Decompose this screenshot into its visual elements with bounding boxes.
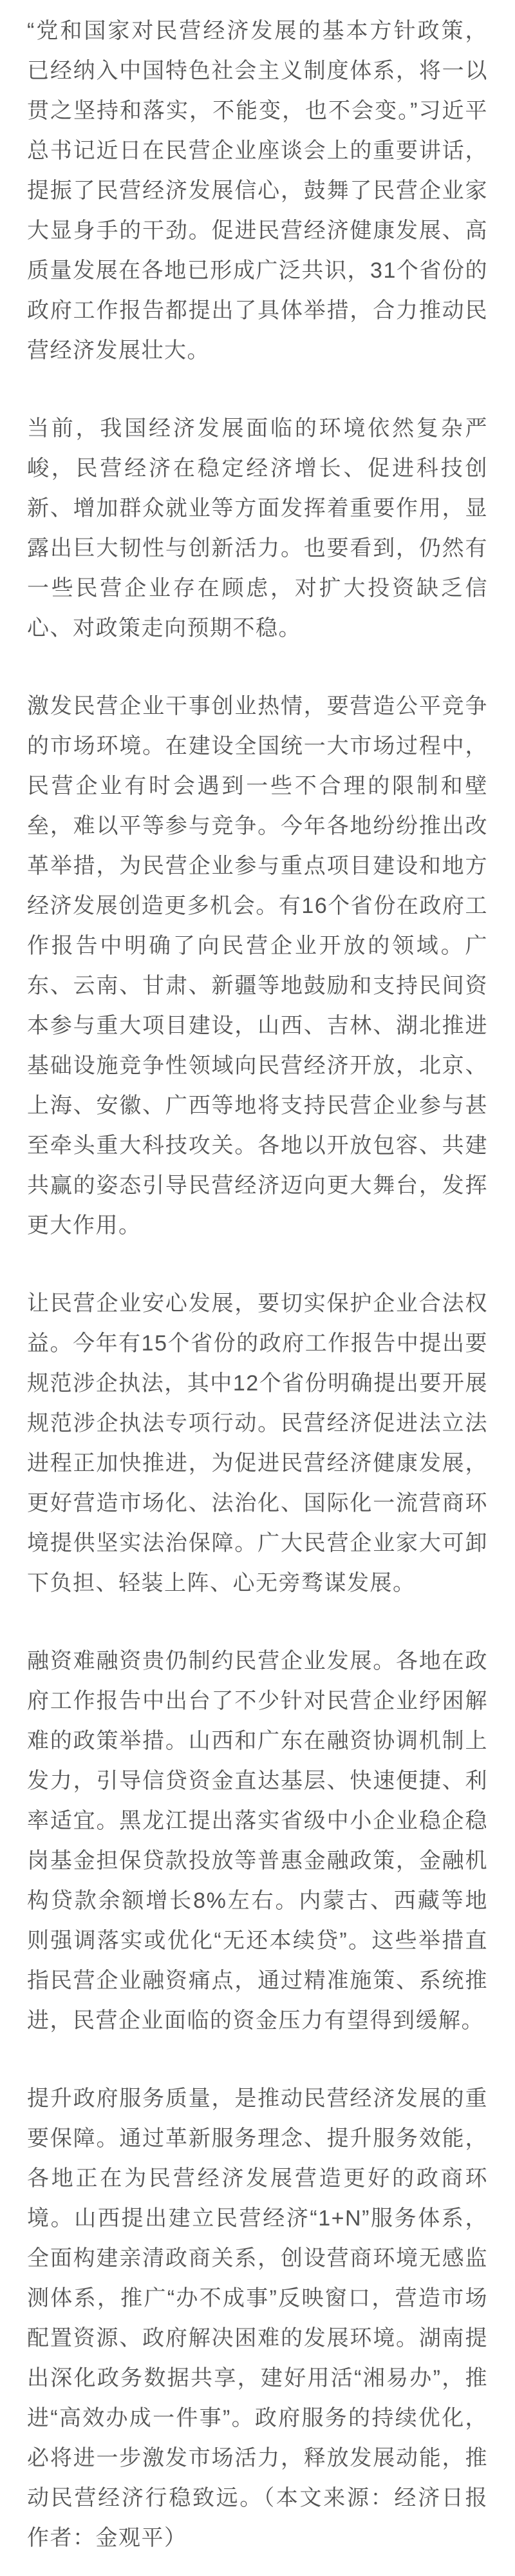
article-paragraph-lead-quote: “党和国家对民营经济发展的基本方针政策，已经纳入中国特色社会主义制度体系，将一以贯之坚持和落实，不能变，也不会变。”习近平总书记近日在民营企业座谈会上的重要讲话，提振了民营经济发展信心，鼓舞了民营企业家大显身手的干劲。促进民营经济健康发展、高质量发展在各地已形成广泛共识，31个省份的政府工作报告都提出了具体举措，合力推动民营经济发展壮大。 [27, 19, 488, 363]
article-paragraph-current-situation: 当前，我国经济发展面临的环境依然复杂严峻，民营经济在稳定经济增长、促进科技创新、增加群众就业等方面发挥着重要作用，显露出巨大韧性与创新活力。也要看到，仍然有一些民营企业存在顾虑，对扩大投资缺乏信心、对政策走向预期不稳。 [27, 416, 488, 640]
article-paragraph-fair-competition: 激发民营企业干事创业热情，要营造公平竞争的市场环境。在建设全国统一大市场过程中，民营企业有时会遇到一些不合理的限制和壁垒，难以平等参与竞争。今年各地纷纷推出改革举措，为民营企业参与重点项目建设和地方经济发展创造更多机会。有16个省份在政府工作报告中明确了向民营企业开放的领域。广东、云南、甘肃、新疆等地鼓励和支持民间资本参与重大项目建设，山西、吉林、湖北推进基础设施竞争性领域向民营经济开放，北京、上海、安徽、广西等地将支持民营企业参与甚至牵头重大科技攻关。各地以开放包容、共建共赢的姿态引导民营经济迈向更大舞台，发挥更大作用。 [27, 694, 488, 1238]
article-paragraph-government-service: 提升政府服务质量，是推动民营经济发展的重要保障。通过革新服务理念、提升服务效能，各地正在为民营经济发展营造更好的政商环境。山西提出建立民营经济“1+N”服务体系，全面构建亲清政商关系，创设营商环境无感监测体系，推广“办不成事”反映窗口，营造市场配置资源、政府解决困难的发展环境。湖南提出深化政务数据共享，建好用活“湘易办”，推进“高效办成一件事”。政府服务的持续优化，必将进一步激发市场活力，释放发展动能，推动民营经济行稳致远。（本文来源：经济日报 作者：金观平） [27, 2086, 488, 2550]
article-paragraph-financing: 融资难融资贵仍制约民营企业发展。各地在政府工作报告中出台了不少针对民营企业纾困解难的政策举措。山西和广东在融资协调机制上发力，引导信贷资金直达基层、快速便捷、利率适宜。黑龙江提出落实省级中小企业稳企稳岗基金担保贷款投放等普惠金融政策，金融机构贷款余额增长8%左右。内蒙古、西藏等地则强调落实或优化“无还本续贷”。这些举措直指民营企业融资痛点，通过精准施策、系统推进，民营企业面临的资金压力有望得到缓解。 [27, 1649, 488, 2033]
article-paragraph-legal-protection: 让民营企业安心发展，要切实保护企业合法权益。今年有15个省份的政府工作报告中提出要规范涉企执法，其中12个省份明确提出要开展规范涉企执法专项行动。民营经济促进法立法进程正加快推进，为促进民营经济健康发展，更好营造市场化、法治化、国际化一流营商环境提供坚实法治保障。广大民营企业家大可卸下负担、轻装上阵、心无旁骛谋发展。 [27, 1291, 488, 1595]
